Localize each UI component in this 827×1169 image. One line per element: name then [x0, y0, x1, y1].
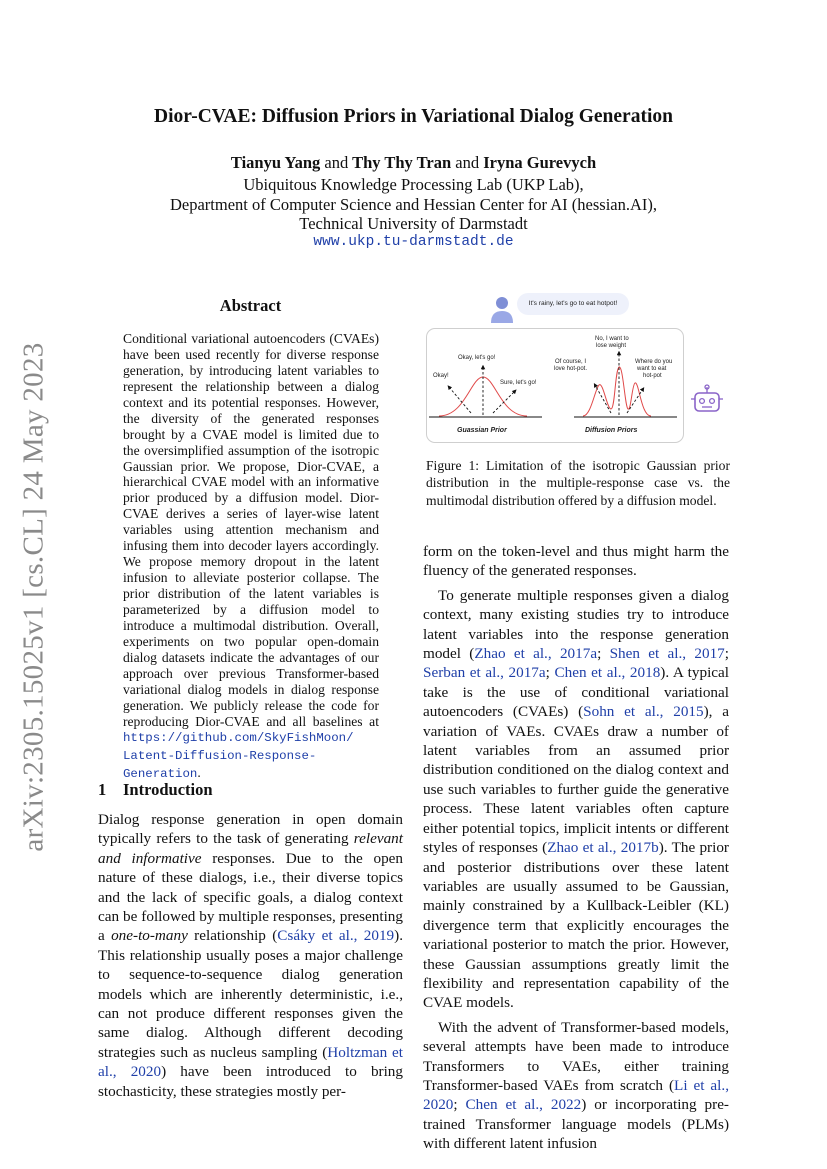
citation-link[interactable]: Sohn et al., 2015 — [583, 703, 704, 721]
diffusion-response-3a: Where do you — [635, 359, 673, 365]
gaussian-response-2: Okay! — [433, 373, 449, 379]
text-run: form on the token-level and thus might harm the fluency of the generated responses. — [423, 543, 729, 580]
code-url-link-part2[interactable]: Latent-Diffusion-Response-Generation — [123, 749, 317, 782]
text-run: relationship ( — [187, 927, 278, 945]
diffusion-curve — [583, 367, 651, 416]
text-run: ) or incorporating pre-trained Transformer language models (PLMs) with different latent infusion — [423, 1096, 729, 1153]
text-run: ; — [724, 645, 729, 663]
author-3: Iryna Gurevych — [483, 153, 597, 172]
arxiv-id: arXiv:2305.15025v1 [cs.CL] 24 May 2023 — [17, 342, 50, 852]
paragraph-continuation — [423, 542, 729, 581]
text-run: Dialog response generation in open domain typically refers to the task of generating — [98, 811, 403, 848]
section-number: 1 — [98, 780, 107, 799]
gaussian-response-1: Okay, let's go! — [458, 355, 496, 361]
diffusion-response-2b: love hot-pot. — [554, 366, 588, 372]
text-run: To generate multiple responses given a dialog context, many existing studies try to introduce latent variables into the response generation model ( — [423, 586, 729, 663]
text-run: ). A typical take is the use of conditional variational autoencoders (CVAEs) ( — [423, 664, 729, 721]
figure-1-caption: Figure 1: Limitation of the isotropic Gaussian prior distribution in the multiple-response case vs. the multimodal distribution offered by a diffusion model. — [426, 458, 730, 508]
text-run: ). The prior and posterior distributions over these latent variables are usually assumed to be Gaussian, mainly constrained by a Kullback-Leibler (KL) divergence term that explicitly encourages the variational posterior to match the prior. However, these Gaussian assumptions greatly limit the flexibility and representation capability of the CVAE models. — [423, 839, 729, 1012]
diffusion-response-3c: hot-pot — [643, 373, 662, 379]
arxiv-sidebar — [6, 342, 62, 852]
figure-1-frame — [426, 328, 684, 443]
diffusion-arrow-right — [627, 389, 643, 413]
author-2: Thy Thy Tran — [352, 153, 452, 172]
text-run: ) have been introduced to bring stochasticity, these strategies mostly per- — [98, 1063, 403, 1100]
column-2-text — [423, 542, 729, 1154]
user-utterance: It's rainy, let's go to eat hotpot! — [528, 300, 618, 307]
text-run: ; — [597, 645, 610, 663]
code-url-link-part1[interactable]: https://github.com/SkyFishMoon/ — [123, 731, 354, 746]
gaussian-response-3: Sure, let's go! — [500, 380, 537, 386]
citation-link[interactable]: Chen et al., 2022 — [465, 1096, 582, 1114]
text-run: ; — [545, 664, 555, 682]
text-run: ; — [453, 1096, 466, 1114]
emphasis: one-to-many — [111, 927, 188, 945]
affiliation-2: Department of Computer Science and Hessian Center for AI (hessian.AI), — [169, 195, 658, 214]
diffusion-response-2a: Of course, I — [555, 359, 587, 365]
citation-link[interactable]: Serban et al., 2017a — [423, 664, 546, 682]
diffusion-response-1a: No, I want to — [595, 336, 629, 342]
affiliation-1: Ubiquitous Knowledge Processing Lab (UKP Lab), — [243, 175, 584, 194]
figure-1-illustration — [427, 329, 683, 442]
abstract-end: . — [197, 765, 201, 781]
diffusion-prior-label: Diffusion Priors — [585, 427, 638, 434]
citation-link[interactable]: Zhao et al., 2017a — [474, 645, 598, 663]
citation-link[interactable]: Zhao et al., 2017b — [547, 839, 659, 857]
gaussian-prior-label: Guassian Prior — [457, 427, 507, 434]
author-and-1: and — [324, 153, 349, 172]
intro-paragraph-1 — [98, 810, 403, 1101]
affiliation-3: Technical University of Darmstadt — [299, 214, 528, 233]
paragraph — [98, 810, 403, 1101]
citation-link[interactable]: Chen et al., 2018 — [554, 664, 661, 682]
text-run: ), a variation of VAEs. CVAEs draw a number of latent variables from an assumed prior distribution conditioned on the dialog context and use such variables to further guide the generative process. These latent variables often capture either potential topics, implicit intents or different styles of responses ( — [423, 703, 729, 857]
text-run: ). This relationship usually poses a major challenge to sequence-to-sequence dialog generation models which are inherently deterministic, i.e., can not produce different responses given the same dialog. Although different decoding strategies such as nucleus sampling ( — [98, 927, 403, 1061]
emphasis: relevant and informative — [98, 830, 403, 867]
diffusion-response-1b: lose weight — [596, 343, 627, 349]
robot-icon — [690, 384, 724, 416]
robot-avatar — [690, 384, 724, 416]
author-line — [0, 153, 827, 173]
citation-link[interactable]: Shen et al., 2017 — [609, 645, 725, 663]
user-icon — [488, 294, 516, 324]
lab-url-link[interactable]: www.ukp.tu-darmstadt.de — [313, 234, 514, 250]
section-title: Introduction — [123, 780, 213, 799]
paragraph-2 — [423, 586, 729, 1013]
author-and-2: and — [455, 153, 480, 172]
gaussian-arrow-right — [493, 391, 515, 413]
citation-link[interactable]: Li et al., 2020 — [423, 1076, 729, 1114]
abstract-body — [123, 331, 379, 783]
citation-link[interactable]: Csáky et al., 2019 — [277, 927, 395, 945]
abstract-heading: Abstract — [219, 296, 282, 315]
user-speech-bubble — [517, 293, 629, 315]
text-run: With the advent of Transformer-based models, several attempts have been made to introduce Transformers to VAEs, either training Transformer-based VAEs from scratch ( — [423, 1018, 729, 1094]
text-run: responses. Due to the open nature of these dialogs, i.e., their diverse topics and the lack of specific goals, a dialog context can be followed by multiple responses, presenting a — [98, 849, 403, 945]
gaussian-arrow-left — [449, 387, 471, 413]
paragraph-3 — [423, 1018, 729, 1154]
author-1: Tianyu Yang — [230, 153, 321, 172]
abstract-text: Conditional variational autoencoders (CVAEs) have been used recently for diverse response generation, by introducing latent variables to represent the relationship between a dialog context and its potential responses. However, the diversity of the generated responses brought by a CVAE model is limited due to the oversimplified assumption of the isotropic Gaussian prior. We propose, Dior-CVAE, a hierarchical CVAE model with an informative prior produced by a diffusion model. Dior-CVAE derives a series of layer-wise latent variables using attention mechanism and infusing them into decoder layers accordingly. We propose memory dropout in the latent infusion to alleviate posterior collapse. The prior distribution of the latent variables is parameterized by a diffusion model to introduce a multimodal distribution. Overall, experiments on two popular open-domain dialog datasets indicate the advantages of our approach over previous Transformer-based variational dialog models in dialog response generation. We publicly release the code for reproducing Dior-CVAE and all baselines at — [123, 331, 379, 729]
section-heading-introduction — [98, 780, 213, 800]
diffusion-response-3b: want to eat — [637, 366, 667, 372]
user-avatar — [488, 294, 516, 324]
paper-title: Dior-CVAE: Diffusion Priors in Variational Dialog Generation — [154, 106, 673, 127]
citation-link[interactable]: Holtzman et al., 2020 — [98, 1043, 403, 1081]
